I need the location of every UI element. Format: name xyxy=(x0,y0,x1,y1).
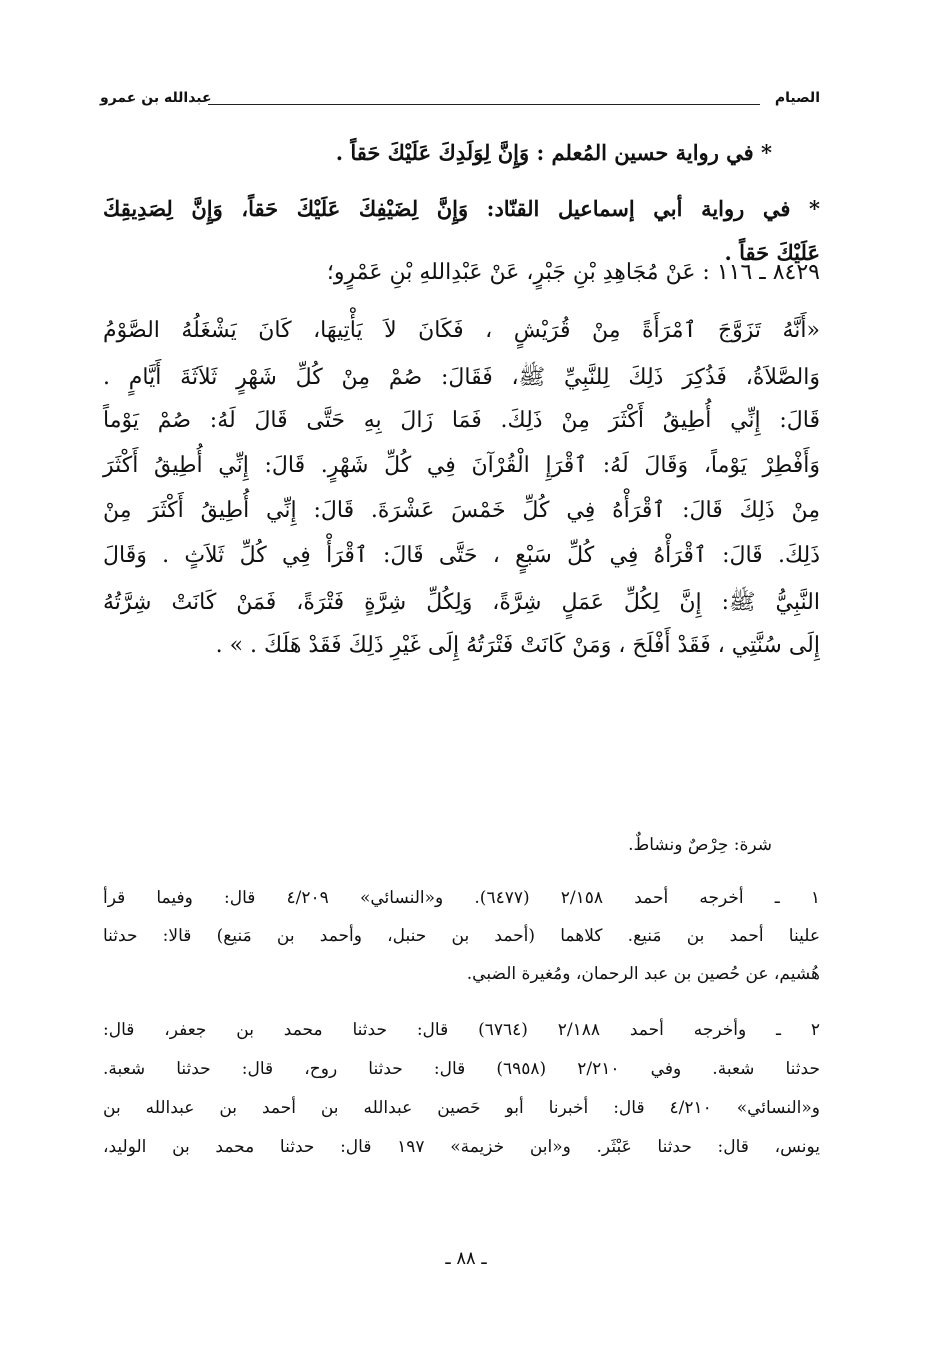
variant-line: * في رواية حسين المُعلم : وَإِنَّ لِوَلَدِكَ عَلَيْكَ حَقاً . xyxy=(335,140,772,165)
footnote-line: حدثنا شعبة. وفي ٢/٢١٠ (٦٩٥٨) قال: حدثنا روح، قال: حدثنا شعبة. xyxy=(103,1059,820,1079)
hadith-line: قَالَ: إِنِّي أُطِيقُ أَكْثَرَ مِنْ ذَلِكَ. فَمَا زَالَ بِهِ حَتَّى قَالَ لَهُ: صُمْ يَوْماً xyxy=(103,408,820,433)
hadith-line: مِنْ ذَلِكَ قَالَ: ٱقْرَأْهُ فِي كُلِّ خَمْسَ عَشْرَةَ. قَالَ: إِنِّي أُطِيقُ أَكْثَرَ مِنْ xyxy=(103,498,820,523)
gloss: شرة: حِرْصٌ ونشاطٌ. xyxy=(628,835,772,855)
section-title: عبدالله بن عمرو xyxy=(100,90,212,106)
footnote-line: ١ ـ أخرجه أحمد ٢/١٥٨ (٦٤٧٧). و«النسائي» ٤/٢٠٩ قال: وفيما قرأ xyxy=(103,888,820,908)
footnote-line: يونس، قال: حدثنا عَبْثَر. و«ابن خزيمة» ١٩٧ قال: حدثنا محمد بن الوليد، xyxy=(103,1137,821,1157)
footnote-line: و«النسائي» ٤/٢١٠ قال: أخبرنا أبو حَصين عبدالله بن أحمد بن عبدالله بن xyxy=(103,1098,820,1118)
page-number: ـ ٨٨ ـ xyxy=(445,1248,487,1269)
running-header xyxy=(100,90,820,114)
hadith-line: إِلَى سُنَّتِي ، فَقَدْ أَفْلَحَ ، وَمَنْ كَانَتْ فَتْرَتُهُ إِلَى غَيْرِ ذَلِكَ فَقَدْ هَلَكَ . » . xyxy=(215,633,820,658)
variant-line: عَلَيْكَ حَقاً . xyxy=(724,240,820,265)
hadith-line: ذَلِكَ. قَالَ: ٱقْرَأْهُ فِي كُلِّ سَبْعٍ ، حَتَّى قَالَ: ٱقْرَأْ فِي كُلِّ ثَلاَثٍ . وَقَالَ xyxy=(103,543,820,568)
chapter-title: الصيام xyxy=(774,90,820,106)
hadith-line: وَالصَّلاَةُ، فَذُكِرَ ذَلِكَ لِلنَّبِيِّ ﷺ، فَقَالَ: صُمْ مِنْ كُلِّ شَهْرٍ ثَلاَثَةَ أَيَّامٍ . xyxy=(103,365,820,390)
header-rule xyxy=(208,104,760,105)
hadith-line: «أَنَّهُ تَزَوَّجَ ٱمْرَأَةً مِنْ قُرَيْشٍ ، فَكَانَ لاَ يَأْتِيهَا، كَانَ يَشْغَلُهُ الصَّوْمُ xyxy=(103,318,820,343)
hadith-line: النَّبِيُّ ﷺ: إِنَّ لِكُلِّ عَمَلٍ شِرَّةً، وَلِكُلِّ شِرَّةٍ فَتْرَةً، فَمَنْ كَانَتْ شِرَّتُهُ xyxy=(103,590,820,615)
hadith-line: وَأَفْطِرْ يَوْماً، وَقَالَ لَهُ: ٱقْرَإِ الْقُرْآنَ فِي كُلِّ شَهْرٍ. قَالَ: إِنِّي أُطِيقُ أَكْثَرَ xyxy=(103,453,820,478)
variant-line: * في رواية أبي إسماعيل القنّاد: وَإِنَّ لِضَيْفِكَ عَلَيْكَ حَقاً، وَإِنَّ لِصَدِيقِكَ xyxy=(103,196,820,221)
footnote-line: ٢ ـ وأخرجه أحمد ٢/١٨٨ (٦٧٦٤) قال: حدثنا محمد بن جعفر، قال: xyxy=(103,1020,820,1040)
footnote-line: علينا أحمد بن مَنيع. كلاهما (أحمد بن حنبل، وأحمد بن مَنيع) قالا: حدثنا xyxy=(103,926,820,946)
hadith-heading: ٨٤٢٩ ـ ١١٦ : عَنْ مُجَاهِدِ بْنِ جَبْرٍ، عَنْ عَبْدِاللهِ بْنِ عَمْرٍو؛ xyxy=(326,260,820,285)
footnote-line: هُشيم، عن حُصين بن عبد الرحمان، ومُغيرة الضبي. xyxy=(466,964,820,984)
